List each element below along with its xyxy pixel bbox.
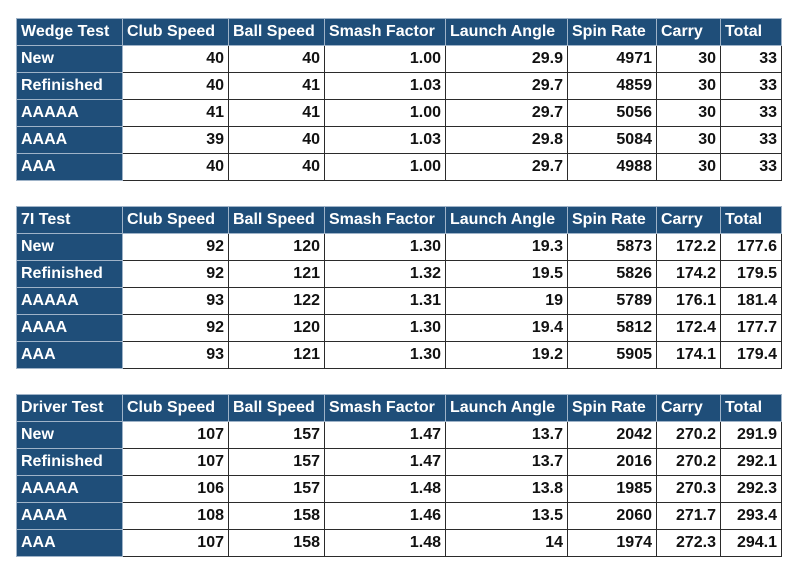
table-cell: 1974	[568, 530, 657, 557]
column-header: Spin Rate	[568, 395, 657, 422]
table-cell: 2042	[568, 422, 657, 449]
table-cell: 292.3	[721, 476, 782, 503]
column-header: Carry	[657, 207, 721, 234]
table-cell: 1.32	[325, 261, 446, 288]
table-cell: 2016	[568, 449, 657, 476]
column-header: Smash Factor	[325, 395, 446, 422]
table-cell: 174.1	[657, 342, 721, 369]
column-header: Carry	[657, 395, 721, 422]
table-cell: 40	[229, 127, 325, 154]
column-header: Carry	[657, 19, 721, 46]
table-cell: 41	[123, 100, 229, 127]
table-cell: 1985	[568, 476, 657, 503]
column-header: Smash Factor	[325, 207, 446, 234]
header-row	[17, 395, 782, 422]
table-cell: 270.3	[657, 476, 721, 503]
table-cell: 121	[229, 261, 325, 288]
table-cell: 174.2	[657, 261, 721, 288]
table-cell: 5826	[568, 261, 657, 288]
table-row	[17, 100, 782, 127]
row-label: Refinished	[17, 449, 123, 476]
table-cell: 40	[123, 46, 229, 73]
table-row	[17, 476, 782, 503]
table-row	[17, 530, 782, 557]
column-header: Ball Speed	[229, 207, 325, 234]
table-row	[17, 46, 782, 73]
table-cell: 1.00	[325, 46, 446, 73]
table-cell: 29.9	[446, 46, 568, 73]
row-label: AAA	[17, 530, 123, 557]
table-cell: 157	[229, 422, 325, 449]
table-cell: 13.5	[446, 503, 568, 530]
row-label: Refinished	[17, 73, 123, 100]
table-title-cell: 7I Test	[17, 207, 123, 234]
table-cell: 121	[229, 342, 325, 369]
table-cell: 272.3	[657, 530, 721, 557]
table-row	[17, 422, 782, 449]
column-header: Launch Angle	[446, 207, 568, 234]
column-header: Club Speed	[123, 395, 229, 422]
table-row	[17, 449, 782, 476]
table-cell: 157	[229, 449, 325, 476]
column-header: Total	[721, 207, 782, 234]
column-header: Ball Speed	[229, 19, 325, 46]
table-cell: 270.2	[657, 422, 721, 449]
table-cell: 40	[229, 154, 325, 181]
table-cell: 92	[123, 315, 229, 342]
table-cell: 92	[123, 234, 229, 261]
table-cell: 176.1	[657, 288, 721, 315]
table-cell: 5789	[568, 288, 657, 315]
table-cell: 4859	[568, 73, 657, 100]
driver-test-table	[16, 394, 782, 557]
table-cell: 2060	[568, 503, 657, 530]
table-cell: 177.6	[721, 234, 782, 261]
row-label: AAAA	[17, 503, 123, 530]
table-cell: 1.03	[325, 127, 446, 154]
table-cell: 4971	[568, 46, 657, 73]
table-row	[17, 234, 782, 261]
table-cell: 270.2	[657, 449, 721, 476]
column-header: Ball Speed	[229, 395, 325, 422]
table-cell: 120	[229, 234, 325, 261]
table-row	[17, 261, 782, 288]
table-cell: 1.48	[325, 530, 446, 557]
table-cell: 5056	[568, 100, 657, 127]
table-cell: 106	[123, 476, 229, 503]
table-cell: 40	[123, 73, 229, 100]
table-cell: 108	[123, 503, 229, 530]
table-row	[17, 73, 782, 100]
table-cell: 29.7	[446, 73, 568, 100]
column-header: Spin Rate	[568, 207, 657, 234]
table-cell: 19.2	[446, 342, 568, 369]
table-cell: 292.1	[721, 449, 782, 476]
row-label: AAA	[17, 342, 123, 369]
table-cell: 157	[229, 476, 325, 503]
table-cell: 1.48	[325, 476, 446, 503]
table-cell: 19.4	[446, 315, 568, 342]
table-cell: 5084	[568, 127, 657, 154]
column-header: Club Speed	[123, 19, 229, 46]
table-cell: 179.5	[721, 261, 782, 288]
table-cell: 30	[657, 46, 721, 73]
table-cell: 172.2	[657, 234, 721, 261]
column-header: Spin Rate	[568, 19, 657, 46]
row-label: AAAA	[17, 127, 123, 154]
table-cell: 120	[229, 315, 325, 342]
table-cell: 19.3	[446, 234, 568, 261]
table-cell: 1.03	[325, 73, 446, 100]
table-cell: 181.4	[721, 288, 782, 315]
wedge-test-table	[16, 18, 782, 181]
table-cell: 1.30	[325, 315, 446, 342]
table-cell: 177.7	[721, 315, 782, 342]
row-label: AAAAA	[17, 100, 123, 127]
table-cell: 92	[123, 261, 229, 288]
iron-7-test-table	[16, 206, 782, 369]
table-cell: 1.47	[325, 422, 446, 449]
table-cell: 40	[229, 46, 325, 73]
table-cell: 107	[123, 422, 229, 449]
row-label: New	[17, 46, 123, 73]
table-title-cell: Wedge Test	[17, 19, 123, 46]
header-row	[17, 19, 782, 46]
table-cell: 4988	[568, 154, 657, 181]
table-cell: 5905	[568, 342, 657, 369]
table-cell: 14	[446, 530, 568, 557]
table-cell: 30	[657, 100, 721, 127]
table-cell: 158	[229, 503, 325, 530]
table-cell: 13.8	[446, 476, 568, 503]
table-cell: 1.30	[325, 234, 446, 261]
table-cell: 30	[657, 73, 721, 100]
table-row	[17, 342, 782, 369]
column-header: Smash Factor	[325, 19, 446, 46]
table-cell: 1.47	[325, 449, 446, 476]
table-row	[17, 288, 782, 315]
table-cell: 179.4	[721, 342, 782, 369]
column-header: Total	[721, 19, 782, 46]
table-cell: 93	[123, 342, 229, 369]
column-header: Total	[721, 395, 782, 422]
header-row	[17, 207, 782, 234]
column-header: Launch Angle	[446, 395, 568, 422]
row-label: AAA	[17, 154, 123, 181]
table-cell: 291.9	[721, 422, 782, 449]
table-cell: 41	[229, 100, 325, 127]
table-cell: 172.4	[657, 315, 721, 342]
table-cell: 107	[123, 449, 229, 476]
table-cell: 93	[123, 288, 229, 315]
table-cell: 5873	[568, 234, 657, 261]
table-cell: 40	[123, 154, 229, 181]
table-cell: 122	[229, 288, 325, 315]
table-title-cell: Driver Test	[17, 395, 123, 422]
table-cell: 107	[123, 530, 229, 557]
table-cell: 13.7	[446, 449, 568, 476]
row-label: Refinished	[17, 261, 123, 288]
table-cell: 1.00	[325, 100, 446, 127]
table-cell: 33	[721, 73, 782, 100]
table-cell: 294.1	[721, 530, 782, 557]
table-row	[17, 127, 782, 154]
table-cell: 33	[721, 127, 782, 154]
table-cell: 39	[123, 127, 229, 154]
column-header: Launch Angle	[446, 19, 568, 46]
table-cell: 271.7	[657, 503, 721, 530]
table-cell: 19	[446, 288, 568, 315]
table-row	[17, 154, 782, 181]
row-label: New	[17, 422, 123, 449]
table-cell: 30	[657, 154, 721, 181]
table-row	[17, 315, 782, 342]
table-cell: 1.30	[325, 342, 446, 369]
table-cell: 1.46	[325, 503, 446, 530]
table-cell: 30	[657, 127, 721, 154]
table-cell: 293.4	[721, 503, 782, 530]
row-label: AAAAA	[17, 476, 123, 503]
row-label: AAAAA	[17, 288, 123, 315]
table-cell: 41	[229, 73, 325, 100]
row-label: New	[17, 234, 123, 261]
table-cell: 5812	[568, 315, 657, 342]
table-cell: 33	[721, 100, 782, 127]
row-label: AAAA	[17, 315, 123, 342]
table-cell: 29.7	[446, 154, 568, 181]
table-cell: 13.7	[446, 422, 568, 449]
table-cell: 19.5	[446, 261, 568, 288]
table-cell: 33	[721, 46, 782, 73]
column-header: Club Speed	[123, 207, 229, 234]
table-cell: 29.7	[446, 100, 568, 127]
table-row	[17, 503, 782, 530]
table-cell: 29.8	[446, 127, 568, 154]
table-cell: 33	[721, 154, 782, 181]
table-cell: 1.00	[325, 154, 446, 181]
table-cell: 1.31	[325, 288, 446, 315]
table-cell: 158	[229, 530, 325, 557]
